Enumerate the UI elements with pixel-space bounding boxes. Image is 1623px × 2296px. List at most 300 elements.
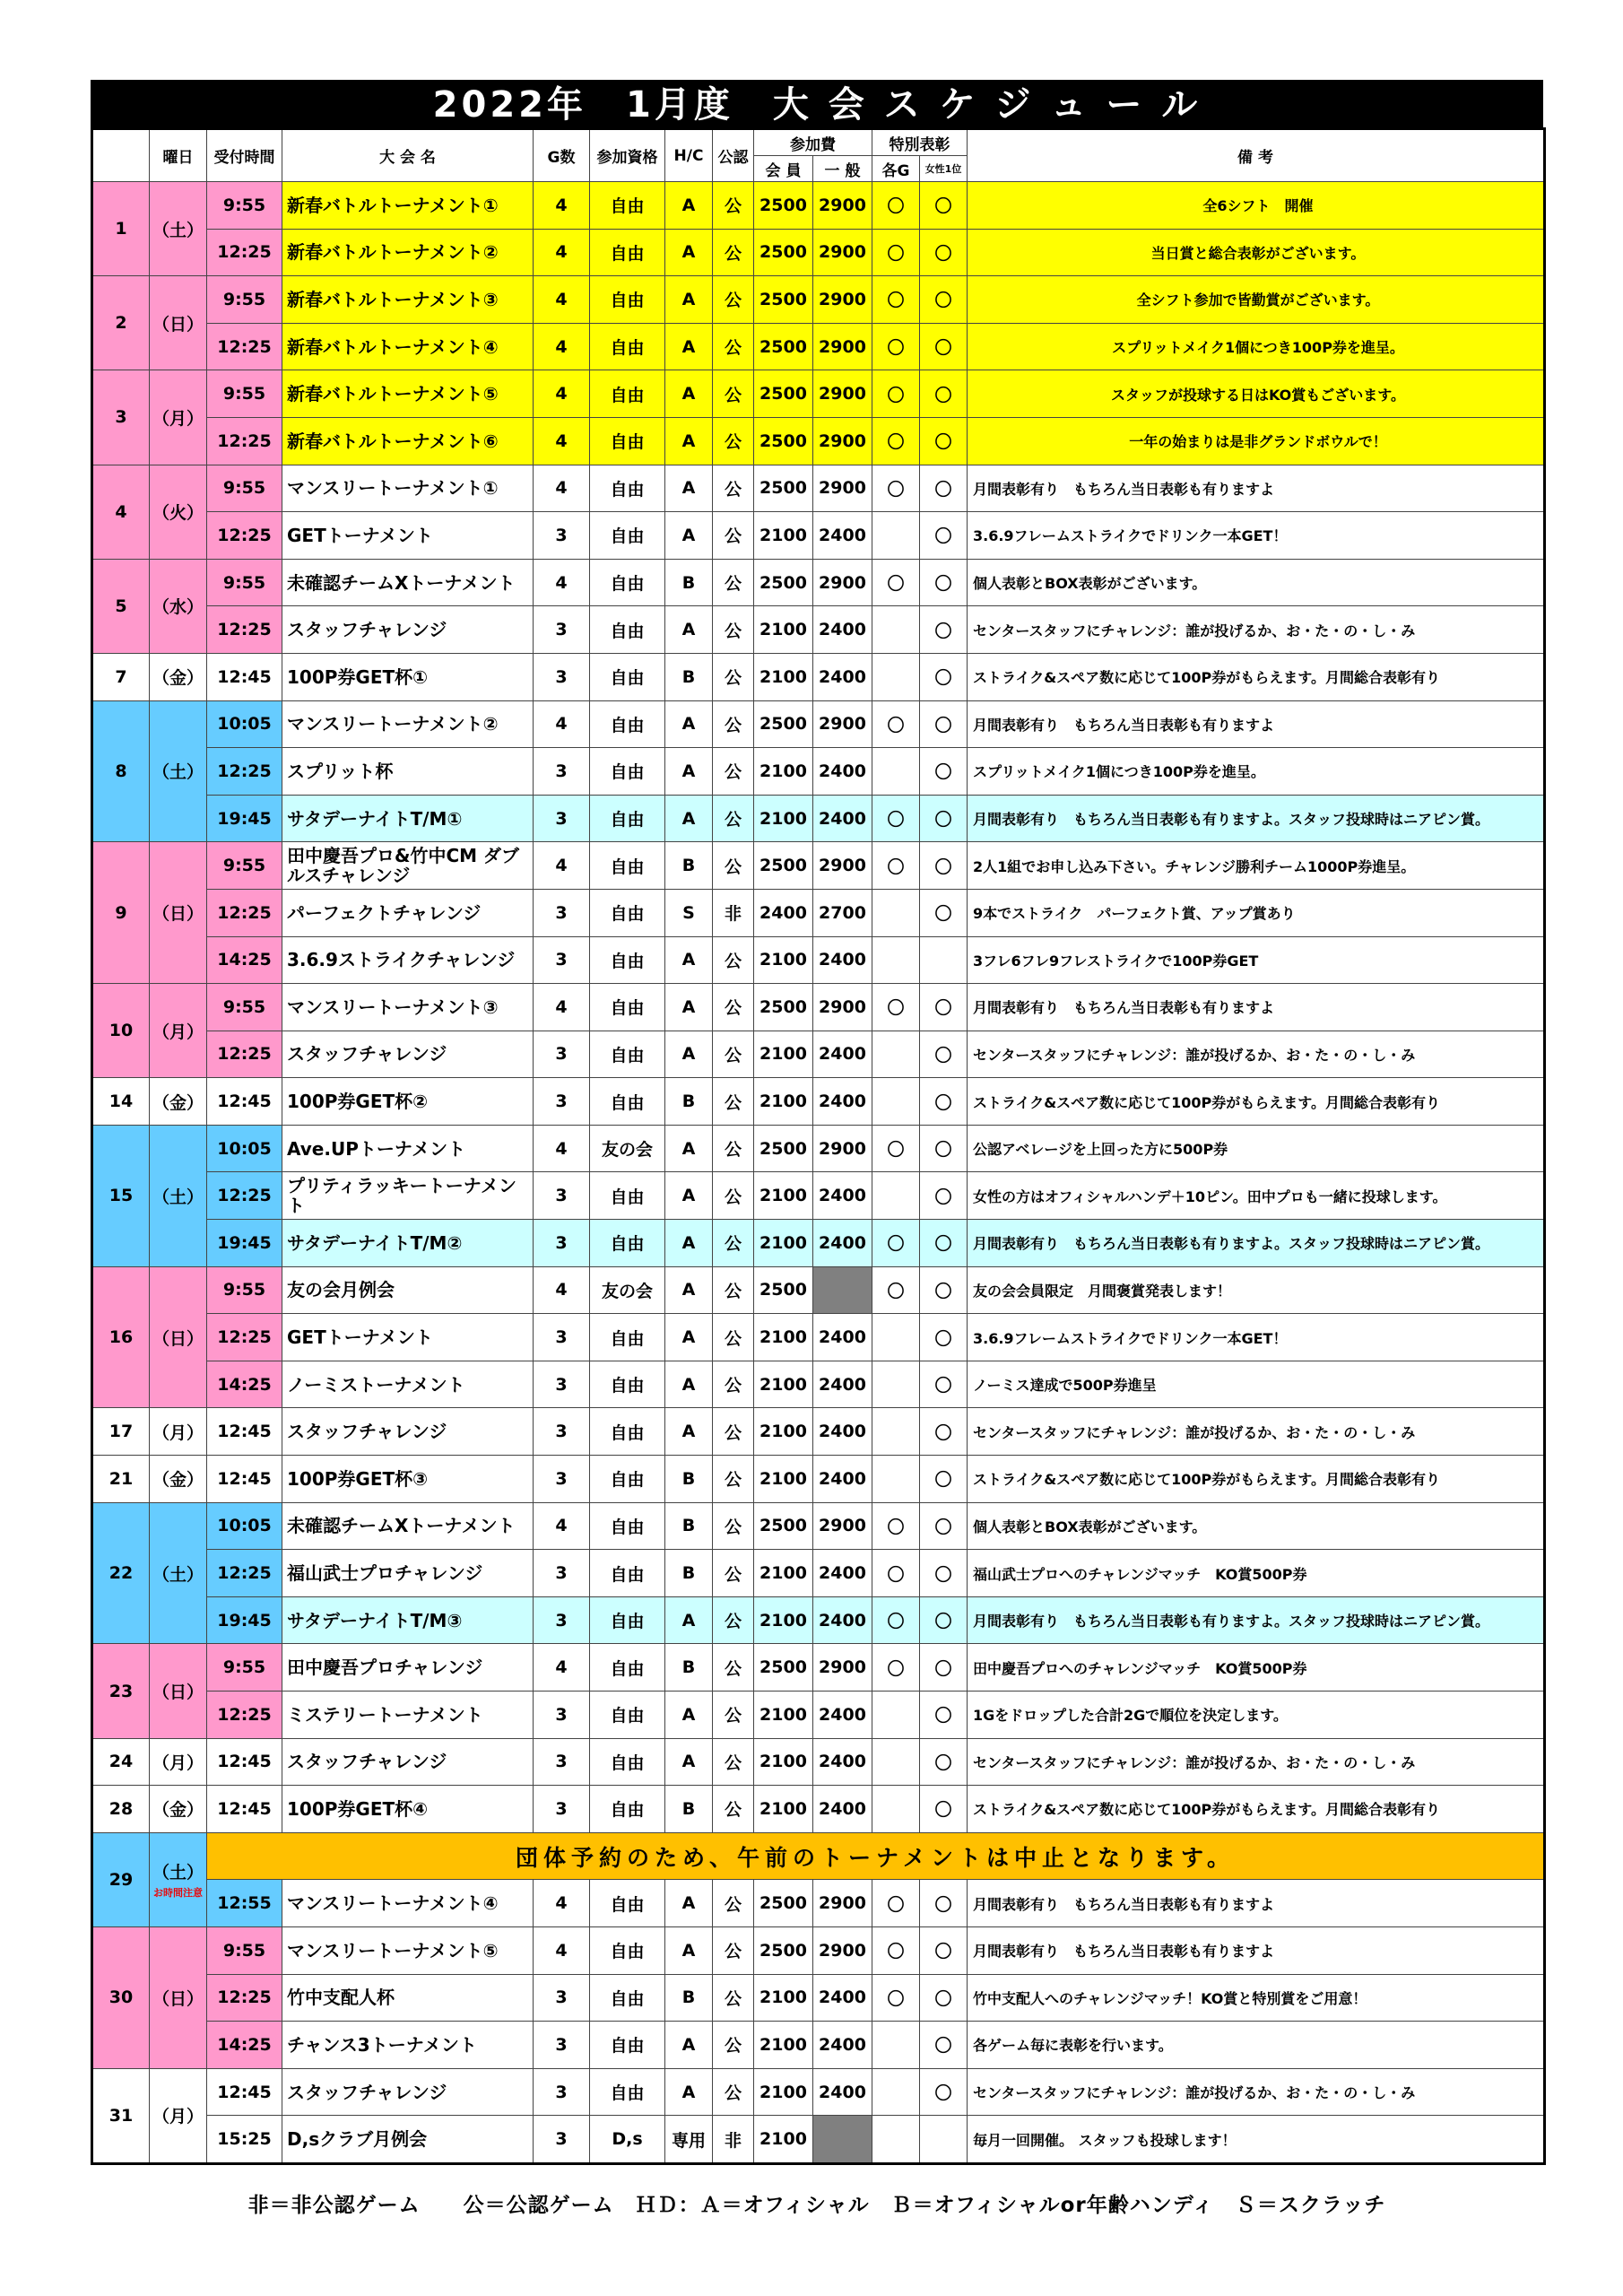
award-women-cell: 〇 — [920, 700, 968, 748]
eligibility-cell: 自由 — [590, 889, 665, 936]
time-cell: 9:55 — [207, 1266, 282, 1314]
eligibility-cell: 自由 — [590, 276, 665, 324]
time-cell: 12:45 — [207, 1738, 282, 1786]
fee-general-cell: 2400 — [813, 1220, 872, 1267]
award-each-cell: 〇 — [872, 1926, 920, 1974]
header-day — [92, 129, 150, 182]
award-each-cell — [872, 1078, 920, 1126]
award-women-cell: 〇 — [920, 182, 968, 230]
header-award-each: 各G — [872, 156, 920, 182]
fee-general-cell: 2900 — [813, 229, 872, 276]
tournament-name: マンスリートーナメント② — [282, 700, 534, 748]
hc-cell: A — [665, 1596, 713, 1644]
tournament-name: サタデーナイトT/M② — [282, 1220, 534, 1267]
weekday-label: （金） — [152, 1092, 204, 1113]
tournament-name: 100P券GET杯③ — [282, 1456, 534, 1503]
eligibility-cell: 自由 — [590, 323, 665, 370]
table-row — [92, 1880, 1545, 1927]
games-cell: 4 — [534, 370, 590, 418]
time-cell: 10:05 — [207, 1502, 282, 1550]
games-cell: 3 — [534, 606, 590, 654]
award-each-cell: 〇 — [872, 1550, 920, 1597]
table-row — [92, 1596, 1545, 1644]
weekday-label: （日） — [152, 1988, 204, 2009]
fee-general-cell: 2400 — [813, 1738, 872, 1786]
award-women-cell: 〇 — [920, 1880, 968, 1927]
award-each-cell — [872, 2116, 920, 2164]
official-cell: 公 — [713, 229, 754, 276]
games-cell: 3 — [534, 1172, 590, 1220]
tournament-name: 友の会月例会 — [282, 1266, 534, 1314]
fee-member-cell: 2100 — [754, 1408, 813, 1456]
games-cell: 4 — [534, 842, 590, 890]
official-cell: 公 — [713, 606, 754, 654]
hc-cell: A — [665, 1220, 713, 1267]
official-cell: 公 — [713, 1172, 754, 1220]
tournament-name: スタッフチャレンジ — [282, 1738, 534, 1786]
hc-cell: A — [665, 1738, 713, 1786]
remark-cell: 9本でストライク パーフェクト賞、アップ賞あり — [968, 889, 1545, 936]
table-row — [92, 1692, 1545, 1739]
table-row — [92, 748, 1545, 796]
award-women-cell: 〇 — [920, 417, 968, 465]
hc-cell: B — [665, 559, 713, 606]
games-cell: 4 — [534, 559, 590, 606]
award-each-cell — [872, 1786, 920, 1833]
page-title: 2022年 1月度 大 会 ス ケ ジ ュ ー ル — [91, 80, 1543, 127]
weekday-label: （土） — [152, 1564, 204, 1585]
eligibility-cell: 自由 — [590, 700, 665, 748]
day-cell: 14 — [92, 1078, 150, 1126]
award-women-cell: 〇 — [920, 559, 968, 606]
official-cell: 公 — [713, 1408, 754, 1456]
official-cell: 公 — [713, 653, 754, 700]
games-cell: 3 — [534, 2022, 590, 2069]
hc-cell: 専用 — [665, 2116, 713, 2164]
weekday-label: （火） — [152, 503, 204, 524]
header-hc: H/C — [665, 129, 713, 182]
award-women-cell: 〇 — [920, 1974, 968, 2022]
award-each-cell: 〇 — [872, 417, 920, 465]
fee-general-cell: 2400 — [813, 1172, 872, 1220]
award-women-cell: 〇 — [920, 1502, 968, 1550]
remark-cell: ストライク&スペア数に応じて100P券がもらえます。月間総合表彰有り — [968, 653, 1545, 700]
eligibility-cell: 自由 — [590, 1550, 665, 1597]
tournament-name: 福山武士プロチャレンジ — [282, 1550, 534, 1597]
fee-member-cell: 2500 — [754, 182, 813, 230]
hc-cell: A — [665, 606, 713, 654]
time-cell: 12:45 — [207, 1786, 282, 1833]
remark-cell: 月間表彰有り もちろん当日表彰も有りますよ。スタッフ投球時はニアピン賞。 — [968, 1596, 1545, 1644]
award-women-cell: 〇 — [920, 1266, 968, 1314]
award-each-cell: 〇 — [872, 1502, 920, 1550]
tournament-name: スタッフチャレンジ — [282, 1408, 534, 1456]
time-cell: 12:45 — [207, 1456, 282, 1503]
time-cell: 12:25 — [207, 889, 282, 936]
games-cell: 3 — [534, 1692, 590, 1739]
official-cell: 公 — [713, 323, 754, 370]
tournament-name: 新春バトルトーナメント② — [282, 229, 534, 276]
weekday-cell — [150, 1456, 207, 1503]
eligibility-cell: 自由 — [590, 748, 665, 796]
fee-general-cell: 2900 — [813, 984, 872, 1031]
fee-member-cell: 2500 — [754, 276, 813, 324]
games-cell: 3 — [534, 2068, 590, 2116]
fee-member-cell: 2100 — [754, 512, 813, 560]
time-cell: 15:25 — [207, 2116, 282, 2164]
fee-general-cell — [813, 1266, 872, 1314]
time-cell: 9:55 — [207, 465, 282, 512]
fee-general-cell: 2400 — [813, 1692, 872, 1739]
table-row — [92, 2116, 1545, 2164]
fee-member-cell: 2100 — [754, 606, 813, 654]
remark-cell: スプリットメイク1個につき100P券を進呈。 — [968, 748, 1545, 796]
tournament-name: スプリット杯 — [282, 748, 534, 796]
fee-member-cell: 2100 — [754, 2116, 813, 2164]
hc-cell: B — [665, 1456, 713, 1503]
eligibility-cell: 自由 — [590, 1361, 665, 1408]
day-cell: 23 — [92, 1644, 150, 1738]
day-cell: 16 — [92, 1266, 150, 1408]
award-each-cell — [872, 1408, 920, 1456]
eligibility-cell: 自由 — [590, 842, 665, 890]
fee-member-cell: 2100 — [754, 1550, 813, 1597]
day-cell: 29 — [92, 1832, 150, 1926]
fee-member-cell: 2500 — [754, 559, 813, 606]
award-women-cell: 〇 — [920, 1926, 968, 1974]
table-row — [92, 559, 1545, 606]
hc-cell: A — [665, 1880, 713, 1927]
fee-member-cell: 2500 — [754, 1880, 813, 1927]
award-each-cell: 〇 — [872, 229, 920, 276]
games-cell: 3 — [534, 1456, 590, 1503]
table-row — [92, 1786, 1545, 1833]
tournament-name: 未確認チームXトーナメント — [282, 1502, 534, 1550]
award-women-cell: 〇 — [920, 748, 968, 796]
hc-cell: B — [665, 653, 713, 700]
hc-cell: A — [665, 370, 713, 418]
header-games: G数 — [534, 129, 590, 182]
fee-member-cell: 2500 — [754, 842, 813, 890]
tournament-name: スタッフチャレンジ — [282, 2068, 534, 2116]
eligibility-cell: 自由 — [590, 1738, 665, 1786]
day-cell: 7 — [92, 653, 150, 700]
table-row — [92, 1974, 1545, 2022]
fee-general-cell: 2400 — [813, 1786, 872, 1833]
table-row — [92, 323, 1545, 370]
table-row — [92, 842, 1545, 890]
weekday-cell — [150, 1786, 207, 1833]
tournament-name: 田中慶吾プロ&竹中CM ダブルスチャレンジ — [282, 842, 534, 890]
remark-cell: センタースタッフにチャレンジ：誰が投げるか、お・た・の・し・み — [968, 606, 1545, 654]
tournament-name: Ave.UPトーナメント — [282, 1125, 534, 1172]
table-row — [92, 1361, 1545, 1408]
fee-general-cell: 2400 — [813, 936, 872, 984]
fee-member-cell: 2400 — [754, 889, 813, 936]
award-women-cell: 〇 — [920, 606, 968, 654]
award-women-cell: 〇 — [920, 889, 968, 936]
fee-member-cell: 2100 — [754, 2068, 813, 2116]
eligibility-cell: 自由 — [590, 1172, 665, 1220]
official-cell: 公 — [713, 1031, 754, 1078]
fee-member-cell: 2100 — [754, 748, 813, 796]
hc-cell: A — [665, 1031, 713, 1078]
day-cell: 8 — [92, 700, 150, 842]
fee-member-cell: 2100 — [754, 1786, 813, 1833]
games-cell: 4 — [534, 1926, 590, 1974]
eligibility-cell: 自由 — [590, 512, 665, 560]
tournament-name: GETトーナメント — [282, 512, 534, 560]
legend: 非＝非公認ゲーム 公＝公認ゲーム ＨＤ：Ａ＝オフィシャル Ｂ＝オフィシャルor年齢ハンディ Ｓ＝スクラッチ — [247, 2194, 1386, 2217]
time-cell: 12:25 — [207, 323, 282, 370]
official-cell: 公 — [713, 1692, 754, 1739]
table-row — [92, 1314, 1545, 1361]
time-cell: 9:55 — [207, 984, 282, 1031]
remark-cell: 竹中支配人へのチャレンジマッチ！KO賞と特別賞をご用意！ — [968, 1974, 1545, 2022]
time-cell: 9:55 — [207, 276, 282, 324]
games-cell: 3 — [534, 1596, 590, 1644]
time-cell: 9:55 — [207, 370, 282, 418]
award-each-cell — [872, 1031, 920, 1078]
table-row — [92, 229, 1545, 276]
award-each-cell: 〇 — [872, 465, 920, 512]
tournament-name: マンスリートーナメント⑤ — [282, 1926, 534, 1974]
weekday-cell — [150, 1408, 207, 1456]
fee-member-cell: 2100 — [754, 1596, 813, 1644]
hc-cell: A — [665, 1266, 713, 1314]
remark-cell: 2人1組でお申し込み下さい。チャレンジ勝利チーム1000P券進呈。 — [968, 842, 1545, 890]
games-cell: 4 — [534, 700, 590, 748]
official-cell: 公 — [713, 1456, 754, 1503]
tournament-name: D,sクラブ月例会 — [282, 2116, 534, 2164]
remark-cell: センタースタッフにチャレンジ：誰が投げるか、お・た・の・し・み — [968, 1408, 1545, 1456]
fee-member-cell: 2100 — [754, 1692, 813, 1739]
hc-cell: A — [665, 1926, 713, 1974]
fee-member-cell: 2100 — [754, 1314, 813, 1361]
tournament-name: サタデーナイトT/M① — [282, 795, 534, 842]
time-cell: 14:25 — [207, 1361, 282, 1408]
tournament-name: 新春バトルトーナメント⑥ — [282, 417, 534, 465]
award-women-cell — [920, 2116, 968, 2164]
table-row — [92, 1738, 1545, 1786]
hc-cell: S — [665, 889, 713, 936]
fee-member-cell: 2100 — [754, 1361, 813, 1408]
fee-member-cell: 2100 — [754, 1456, 813, 1503]
time-cell: 12:55 — [207, 1880, 282, 1927]
official-cell: 公 — [713, 1361, 754, 1408]
eligibility-cell: 自由 — [590, 1502, 665, 1550]
eligibility-cell: 自由 — [590, 1031, 665, 1078]
fee-general-cell: 2900 — [813, 417, 872, 465]
hc-cell: A — [665, 936, 713, 984]
time-cell: 12:25 — [207, 417, 282, 465]
time-cell: 12:25 — [207, 1550, 282, 1597]
fee-general-cell: 2900 — [813, 1502, 872, 1550]
day-cell: 15 — [92, 1125, 150, 1266]
tournament-name: マンスリートーナメント④ — [282, 1880, 534, 1927]
official-cell: 公 — [713, 370, 754, 418]
header-fee-member: 会 員 — [754, 156, 813, 182]
table-row — [92, 606, 1545, 654]
hc-cell: A — [665, 229, 713, 276]
games-cell: 4 — [534, 182, 590, 230]
official-cell: 公 — [713, 417, 754, 465]
games-cell: 3 — [534, 1974, 590, 2022]
fee-general-cell: 2400 — [813, 1596, 872, 1644]
remark-cell: 月間表彰有り もちろん当日表彰も有りますよ — [968, 1926, 1545, 1974]
official-cell: 公 — [713, 1550, 754, 1597]
games-cell: 4 — [534, 984, 590, 1031]
fee-member-cell: 2100 — [754, 1078, 813, 1126]
fee-general-cell: 2400 — [813, 1550, 872, 1597]
table-row — [92, 1832, 1545, 1880]
games-cell: 3 — [534, 2116, 590, 2164]
table-row — [92, 2068, 1545, 2116]
eligibility-cell: 自由 — [590, 2068, 665, 2116]
time-cell: 9:55 — [207, 559, 282, 606]
day-cell: 22 — [92, 1502, 150, 1644]
fee-general-cell: 2400 — [813, 748, 872, 796]
weekday-cell — [150, 465, 207, 559]
award-each-cell: 〇 — [872, 559, 920, 606]
remark-cell: 全シフト参加で皆勤賞がございます。 — [968, 276, 1545, 324]
games-cell: 3 — [534, 1550, 590, 1597]
table-row — [92, 2022, 1545, 2069]
remark-cell: 各ゲーム毎に表彰を行います。 — [968, 2022, 1545, 2069]
fee-member-cell: 2100 — [754, 1031, 813, 1078]
games-cell: 3 — [534, 1408, 590, 1456]
games-cell: 3 — [534, 1078, 590, 1126]
table-row — [92, 1172, 1545, 1220]
weekday-label: （日） — [152, 314, 204, 335]
award-each-cell: 〇 — [872, 1880, 920, 1927]
hc-cell: B — [665, 1502, 713, 1550]
table-body — [92, 182, 1545, 2164]
remark-cell: 月間表彰有り もちろん当日表彰も有りますよ。スタッフ投球時はニアピン賞。 — [968, 795, 1545, 842]
games-cell: 3 — [534, 795, 590, 842]
games-cell: 4 — [534, 276, 590, 324]
tournament-name: 竹中支配人杯 — [282, 1974, 534, 2022]
award-women-cell: 〇 — [920, 653, 968, 700]
eligibility-cell: 自由 — [590, 1692, 665, 1739]
weekday-cell — [150, 1502, 207, 1644]
tournament-name: マンスリートーナメント① — [282, 465, 534, 512]
hc-cell: A — [665, 748, 713, 796]
fee-member-cell: 2500 — [754, 229, 813, 276]
header-fee-general: 一 般 — [813, 156, 872, 182]
games-cell: 3 — [534, 1361, 590, 1408]
fee-general-cell: 2400 — [813, 1456, 872, 1503]
fee-member-cell: 2500 — [754, 370, 813, 418]
tournament-name: スタッフチャレンジ — [282, 606, 534, 654]
award-women-cell: 〇 — [920, 1644, 968, 1692]
table-header — [92, 129, 1545, 182]
official-cell: 公 — [713, 842, 754, 890]
award-women-cell: 〇 — [920, 1125, 968, 1172]
remark-cell: 1Gをドロップした合計2Gで順位を決定します。 — [968, 1692, 1545, 1739]
award-women-cell: 〇 — [920, 512, 968, 560]
weekday-cell — [150, 842, 207, 984]
time-cell: 12:25 — [207, 748, 282, 796]
remark-cell: 月間表彰有り もちろん当日表彰も有りますよ — [968, 700, 1545, 748]
games-cell: 3 — [534, 653, 590, 700]
hc-cell: A — [665, 323, 713, 370]
remark-cell: 月間表彰有り もちろん当日表彰も有りますよ — [968, 1880, 1545, 1927]
day-cell: 1 — [92, 182, 150, 276]
tournament-name: 新春バトルトーナメント⑤ — [282, 370, 534, 418]
tournament-name: マンスリートーナメント③ — [282, 984, 534, 1031]
weekday-label: （月） — [152, 1422, 204, 1443]
time-cell: 12:25 — [207, 1314, 282, 1361]
weekday-cell — [150, 700, 207, 842]
weekday-cell — [150, 1644, 207, 1738]
eligibility-cell: 自由 — [590, 1880, 665, 1927]
award-each-cell — [872, 2068, 920, 2116]
fee-member-cell: 2500 — [754, 1926, 813, 1974]
weekday-label: （月） — [152, 408, 204, 429]
remark-cell: 当日賞と総合表彰がございます。 — [968, 229, 1545, 276]
award-each-cell — [872, 889, 920, 936]
remark-cell: 3.6.9フレームストライクでドリンク一本GET！ — [968, 1314, 1545, 1361]
award-each-cell: 〇 — [872, 795, 920, 842]
cancellation-banner: 団体予約のため、午前のトーナメントは中止となります。 — [207, 1832, 1545, 1880]
table-row — [92, 1502, 1545, 1550]
fee-member-cell: 2500 — [754, 1125, 813, 1172]
remark-cell: センタースタッフにチャレンジ：誰が投げるか、お・た・の・し・み — [968, 1031, 1545, 1078]
weekday-cell — [150, 559, 207, 653]
eligibility-cell: 自由 — [590, 1926, 665, 1974]
day-cell: 5 — [92, 559, 150, 653]
fee-member-cell: 2500 — [754, 1502, 813, 1550]
official-cell: 公 — [713, 1786, 754, 1833]
time-cell: 12:45 — [207, 653, 282, 700]
table-row — [92, 182, 1545, 230]
time-cell: 12:45 — [207, 2068, 282, 2116]
time-cell: 14:25 — [207, 2022, 282, 2069]
eligibility-cell: 自由 — [590, 370, 665, 418]
eligibility-cell: 自由 — [590, 606, 665, 654]
games-cell: 3 — [534, 1738, 590, 1786]
time-cell: 9:55 — [207, 1926, 282, 1974]
hc-cell: B — [665, 1644, 713, 1692]
time-cell: 19:45 — [207, 1220, 282, 1267]
remark-cell: スタッフが投球する日はKO賞もございます。 — [968, 370, 1545, 418]
award-each-cell — [872, 1361, 920, 1408]
remark-cell: 公認アベレージを上回った方に500P券 — [968, 1125, 1545, 1172]
official-cell: 公 — [713, 936, 754, 984]
official-cell: 公 — [713, 700, 754, 748]
official-cell: 公 — [713, 2068, 754, 2116]
fee-member-cell: 2500 — [754, 323, 813, 370]
official-cell: 公 — [713, 1266, 754, 1314]
games-cell: 3 — [534, 748, 590, 796]
award-each-cell: 〇 — [872, 1974, 920, 2022]
tournament-name: パーフェクトチャレンジ — [282, 889, 534, 936]
eligibility-cell: 自由 — [590, 1644, 665, 1692]
official-cell: 公 — [713, 1880, 754, 1927]
award-each-cell — [872, 748, 920, 796]
day-cell: 2 — [92, 276, 150, 370]
award-women-cell: 〇 — [920, 229, 968, 276]
award-women-cell: 〇 — [920, 1031, 968, 1078]
fee-general-cell: 2400 — [813, 1408, 872, 1456]
fee-general-cell: 2900 — [813, 370, 872, 418]
eligibility-cell: 自由 — [590, 1456, 665, 1503]
games-cell: 4 — [534, 417, 590, 465]
time-caution-note: お時間注意 — [153, 1887, 203, 1900]
fee-member-cell: 2100 — [754, 1220, 813, 1267]
award-women-cell: 〇 — [920, 1078, 968, 1126]
